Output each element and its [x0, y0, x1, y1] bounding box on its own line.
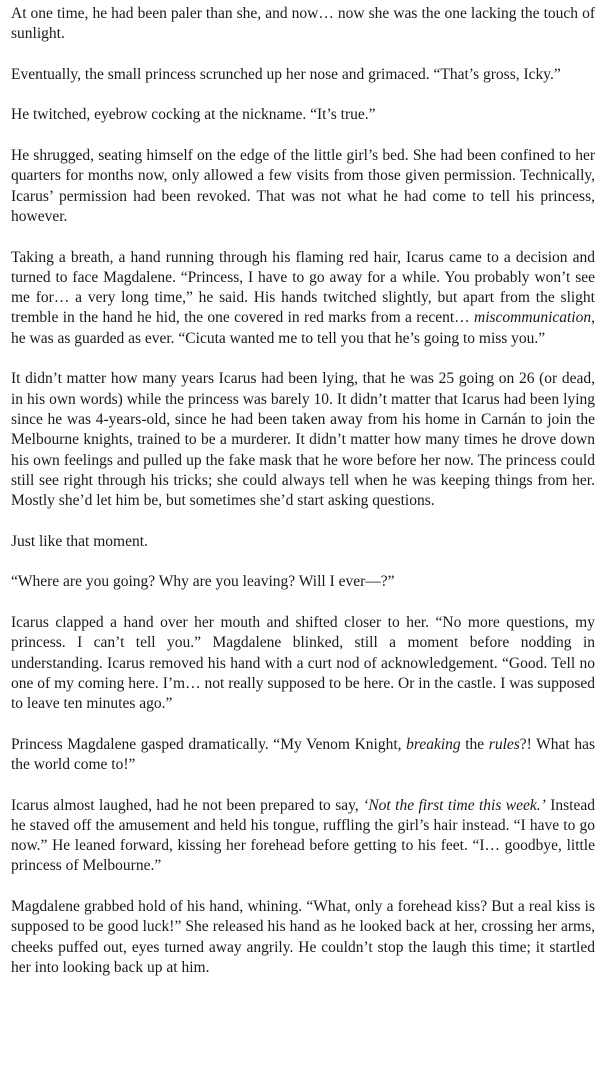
italic-text-segment: ‘Not the first time this week.’ — [363, 796, 546, 814]
text-segment: He shrugged, seating himself on the edge of the little girl’s bed. She had been confined to her quarters for months now, only allowed a few visits from those given permission. Technically, Icarus’ permission had been revoked. That was not what he had come to tell his princess, however. — [11, 147, 595, 225]
text-segment: ?! What has the world come to!” — [11, 735, 595, 773]
text-segment: Magdalene grabbed hold of his hand, whining. “What, only a forehead kiss? But a real kiss is supposed to be good luck!” She released his hand as he looked back at her, crossing her arms, cheeks puffed out, eyes turned away angrily. He couldn’t stop the laugh this time; it startled her into looking back up at him. — [11, 898, 595, 976]
text-segment: the — [460, 735, 489, 753]
text-segment: At one time, he had been paler than she, and now… now she was the one lacking the touch of sunlight. — [11, 5, 595, 43]
text-segment: Princess Magdalene gasped dramatically. “My Venom Knight, — [11, 735, 407, 753]
paragraph — [11, 572, 595, 592]
text-segment: Taking a breath, a hand running through his flaming red hair, Icarus came to a decision and turned to face Magdalene. “Princess, I have to go away for a while. You probably won’t see me for… a very long time,” he said. His hands twitched slightly, but apart from the slight tremble in the hand he hid, the one covered in red marks from a recent… — [11, 248, 595, 327]
paragraph — [11, 4, 595, 45]
paragraph — [11, 897, 595, 978]
text-segment: It didn’t matter how many years Icarus had been lying, that he was 25 going on 26 (or dead, in his own words) while the princess was barely 10. It didn’t matter that Icarus had been lying since he was 4-years-old, since he had been taken away from his home in Carnán to join the Melbourne knights, trained to be a murderer. It didn’t matter how many times he drove down his own feelings and pulled up the fake mask that he wore before her now. The princess could still see right through his tricks; she could always tell when he was keeping things from her. Mostly she’d let him be, but sometimes she’d start asking questions. — [11, 370, 595, 510]
text-segment: Instead he staved off the amusement and held his tongue, ruffling the girl’s hair instead. “I have to go now.” He leaned forward, kissing her forehead before getting to his feet. “I… goodbye, little princess of Melbourne.” — [11, 796, 596, 875]
text-segment: He twitched, eyebrow cocking at the nickname. “It’s true.” — [11, 106, 376, 124]
paragraph — [11, 796, 595, 877]
italic-text-segment: breaking — [406, 735, 461, 753]
italic-text-segment: miscommunication — [474, 309, 592, 327]
text-segment: Icarus almost laughed, had he not been prepared to say, — [11, 796, 364, 814]
paragraph — [11, 532, 595, 552]
italic-text-segment: rules — [488, 735, 520, 753]
paragraph — [11, 248, 595, 349]
document-page — [11, 4, 595, 999]
paragraph — [11, 735, 595, 776]
text-segment: , he was as guarded as ever. “Cicuta wanted me to tell you that he’s going to miss you.” — [11, 309, 595, 347]
paragraph — [11, 146, 595, 227]
text-segment: Just like that moment. — [11, 532, 148, 550]
paragraph — [11, 105, 595, 125]
text-segment: “Where are you going? Why are you leaving? Will I ever—?” — [11, 573, 395, 591]
paragraph — [11, 369, 595, 511]
paragraph — [11, 65, 595, 85]
text-segment: Eventually, the small princess scrunched up her nose and grimaced. “That’s gross, Icky.” — [11, 65, 561, 83]
text-segment: Icarus clapped a hand over her mouth and shifted closer to her. “No more questions, my princess. I can’t tell you.” Magdalene blinked, still a moment before nodding in understanding. Icarus removed his hand with a curt nod of acknowledgement. “Good. Tell no one of my coming here. I’m… not really supposed to be here. Or in the castle. I was supposed to leave ten minutes ago.” — [11, 613, 595, 713]
paragraph — [11, 613, 595, 714]
